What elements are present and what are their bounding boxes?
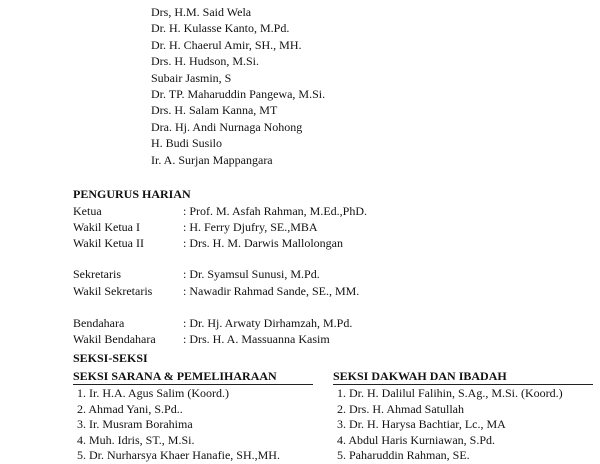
role-label: Wakil Bendahara: [73, 332, 156, 346]
member-item: Drs, H.M. Said Wela: [151, 5, 252, 19]
role-value: : Dr. Syamsul Sunusi, M.Pd.: [183, 267, 320, 281]
list-item: 1. Dr. H. Dalilul Falihin, S.Ag., M.Si. (Koord.): [337, 386, 563, 400]
role-value: : Drs. H. M. Darwis Mallolongan: [183, 236, 343, 250]
seksi-heading: SEKSI-SEKSI: [73, 351, 148, 365]
member-item: H. Budi Susilo: [151, 136, 223, 151]
divider: [73, 384, 313, 385]
role-label: Wakil Ketua II: [73, 236, 145, 250]
seksi-dakwah-list: [333, 368, 593, 464]
members-list: [151, 4, 325, 168]
list-item: 5. Paharuddin Rahman, SE.: [337, 448, 470, 463]
member-item: Ir. A. Surjan Mappangara: [151, 152, 273, 167]
role-label: Ketua: [73, 204, 102, 218]
pengurus-harian-heading: PENGURUS HARIAN: [73, 187, 191, 201]
role-label: Sekretaris: [73, 267, 121, 281]
role-value: : Nawadir Rahmad Sande, SE., MM.: [183, 284, 360, 298]
list-item: 2. Drs. H. Ahmad Satullah: [337, 401, 464, 416]
list-item: 1. Ir. H.A. Agus Salim (Koord.): [77, 386, 229, 400]
list-item: 3. Ir. Musram Borahima: [77, 417, 193, 432]
seksi-sarana-list: [73, 368, 313, 464]
role-label: Bendahara: [73, 316, 125, 330]
role-label: Wakil Sekretaris: [73, 284, 153, 298]
list-item: 4. Muh. Idris, ST., M.Si.: [77, 432, 195, 447]
seksi-dakwah-title: SEKSI DAKWAH DAN IBADAH: [333, 369, 507, 383]
list-item: 5. Dr. Nurharsya Khaer Hanafie, SH.,MH.: [77, 448, 280, 463]
role-value: : Dr. Hj. Arwaty Dirhamzah, M.Pd.: [183, 316, 353, 330]
list-item: 3. Dr. H. Harysa Bachtiar, Lc., MA: [337, 417, 506, 432]
role-value: : H. Ferry Djufry, SE.,MBA: [183, 220, 318, 234]
member-item: Dr. H. Kulasse Kanto, M.Pd.: [151, 21, 290, 36]
role-value: : Drs. H. A. Massuanna Kasim: [183, 332, 330, 346]
member-item: Drs. H. Hudson, M.Si.: [151, 54, 260, 69]
role-value: : Prof. M. Asfah Rahman, M.Ed.,PhD.: [183, 204, 367, 218]
member-item: Drs. H. Salam Kanna, MT: [151, 103, 278, 118]
divider: [333, 384, 593, 385]
member-item: Dr. TP. Maharuddin Pangewa, M.Si.: [151, 86, 326, 101]
list-item: 4. Abdul Haris Kurniawan, S.Pd.: [337, 432, 495, 447]
list-item: 2. Ahmad Yani, S.Pd..: [77, 401, 183, 416]
role-label: Wakil Ketua I: [73, 220, 141, 234]
member-item: Dr. H. Chaerul Amir, SH., MH.: [151, 37, 302, 52]
member-item: Dra. Hj. Andi Nurnaga Nohong: [151, 119, 303, 134]
member-item: Subair Jasmin, S: [151, 70, 232, 85]
seksi-sarana-title: SEKSI SARANA & PEMELIHARAAN: [73, 369, 277, 383]
